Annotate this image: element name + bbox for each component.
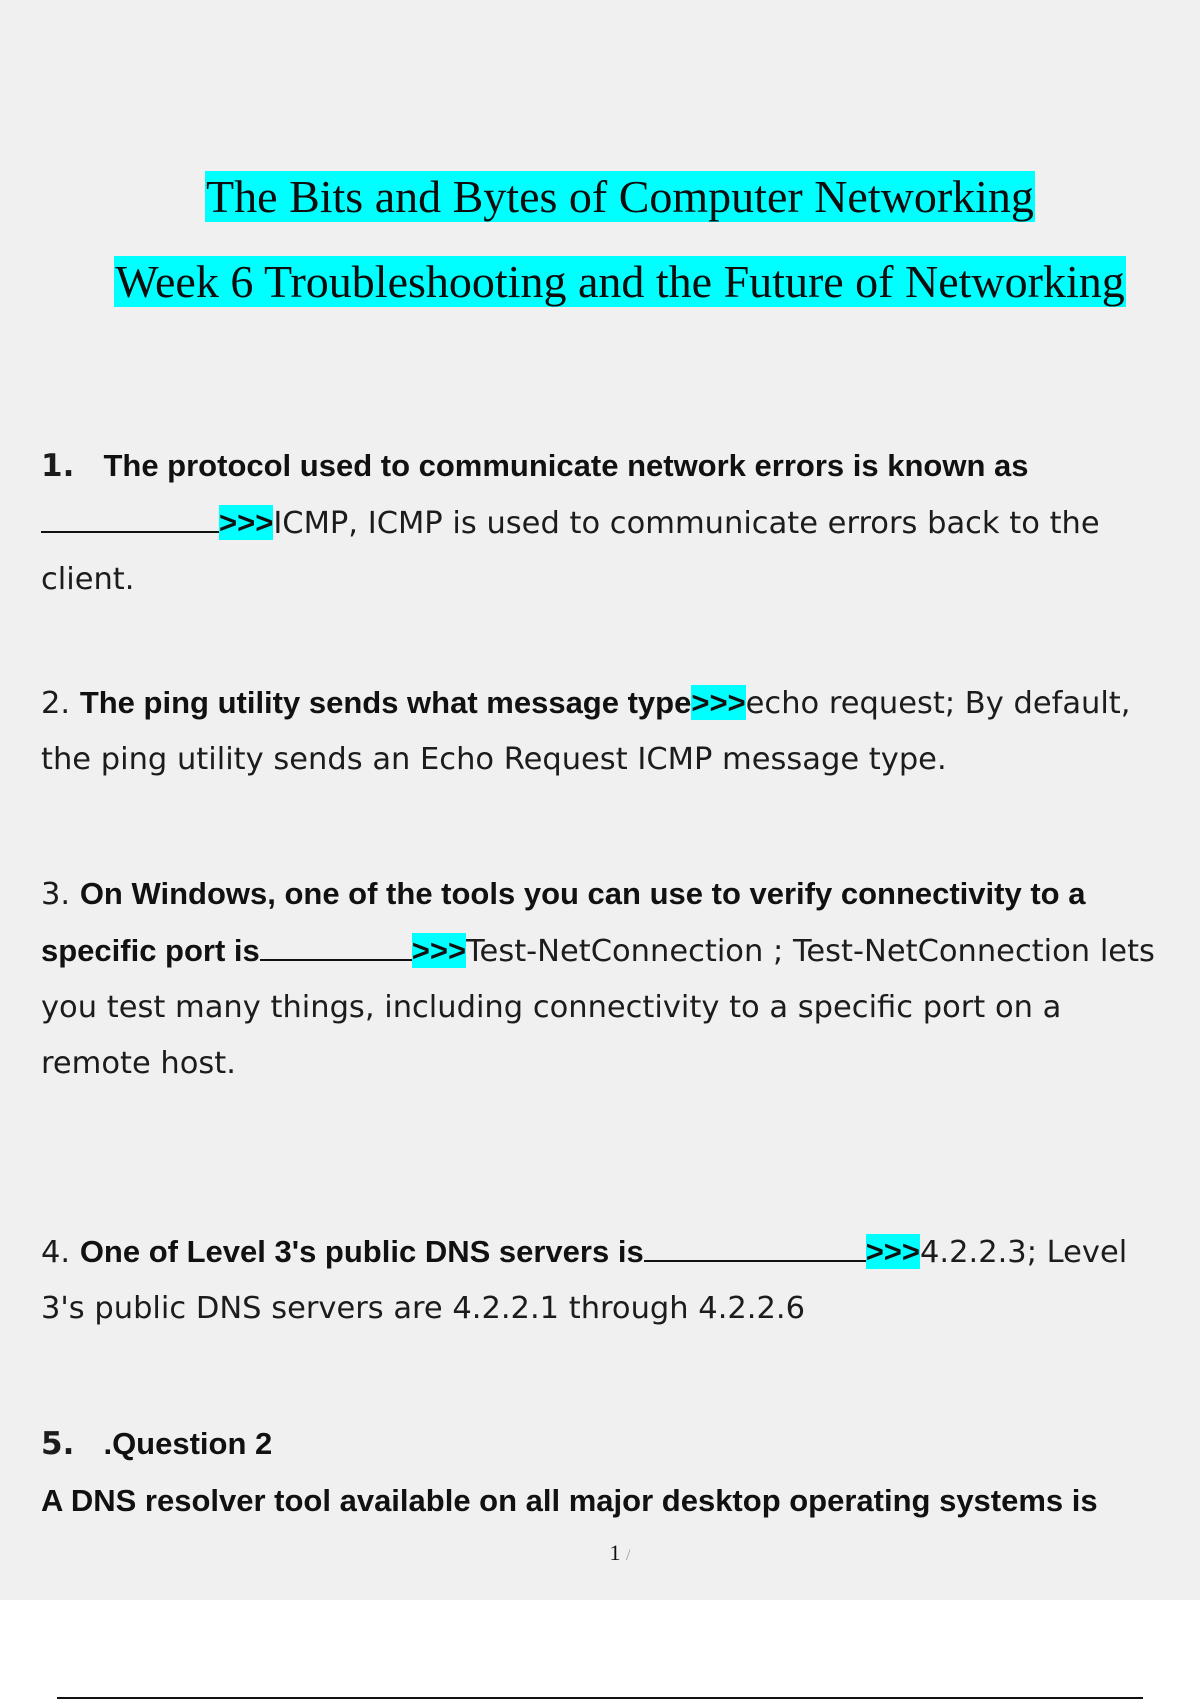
question-prompt: One of Level 3's public DNS servers is	[79, 1234, 644, 1269]
answer-marker: >>>	[411, 933, 467, 968]
question-heading: .Question 2	[103, 1426, 273, 1461]
question-1	[41, 438, 1171, 608]
answer-marker: >>>	[219, 505, 274, 540]
question-number: 5.	[41, 1426, 75, 1462]
question-5	[41, 1416, 1171, 1530]
page-number-separator: /	[626, 1547, 631, 1564]
answer-text: echo request; By default, the ping utility sends an Echo Request ICMP message type.	[41, 686, 1131, 777]
answer-marker: >>>	[691, 685, 746, 720]
title-line-1	[0, 168, 1200, 226]
answer-text: 4.2.2.3; Level 3's public DNS servers are 4.2.2.1 through 4.2.2.6	[41, 1235, 1128, 1326]
question-prompt: The ping utility sends what message type	[79, 685, 692, 720]
answer-blank	[644, 1230, 866, 1262]
question-prompt: The protocol used to communicate network errors is known as	[103, 448, 1029, 483]
title-line-1-text: The Bits and Bytes of Computer Networking	[206, 171, 1034, 222]
question-number: 1.	[41, 448, 75, 484]
question-number: 3.	[41, 877, 71, 912]
question-number: 4.	[41, 1235, 71, 1270]
question-4	[41, 1224, 1171, 1337]
question-prompt: On Windows, one of the tools you can use to verify connectivity to a specific port is	[41, 876, 1086, 968]
answer-blank	[260, 929, 412, 961]
page-number-value: 1	[609, 1540, 621, 1565]
title-line-2-text: Week 6 Troubleshooting and the Future of Networking	[115, 256, 1125, 307]
answer-text: ICMP, ICMP is used to communicate errors back to the client.	[41, 506, 1100, 597]
answer-blank	[41, 501, 219, 533]
question-3	[41, 866, 1171, 1092]
title-line-2	[0, 253, 1200, 311]
page-number	[0, 1540, 1200, 1566]
footer-divider	[57, 1697, 1143, 1699]
question-number: 2.	[41, 686, 71, 721]
question-prompt: A DNS resolver tool available on all major desktop operating systems is	[41, 1483, 1098, 1518]
answer-text: Test-NetConnection ; Test-NetConnection lets you test many things, including connectivity to a specific port on a remote host.	[41, 934, 1155, 1081]
answer-marker: >>>	[865, 1234, 920, 1269]
question-2	[41, 675, 1171, 788]
